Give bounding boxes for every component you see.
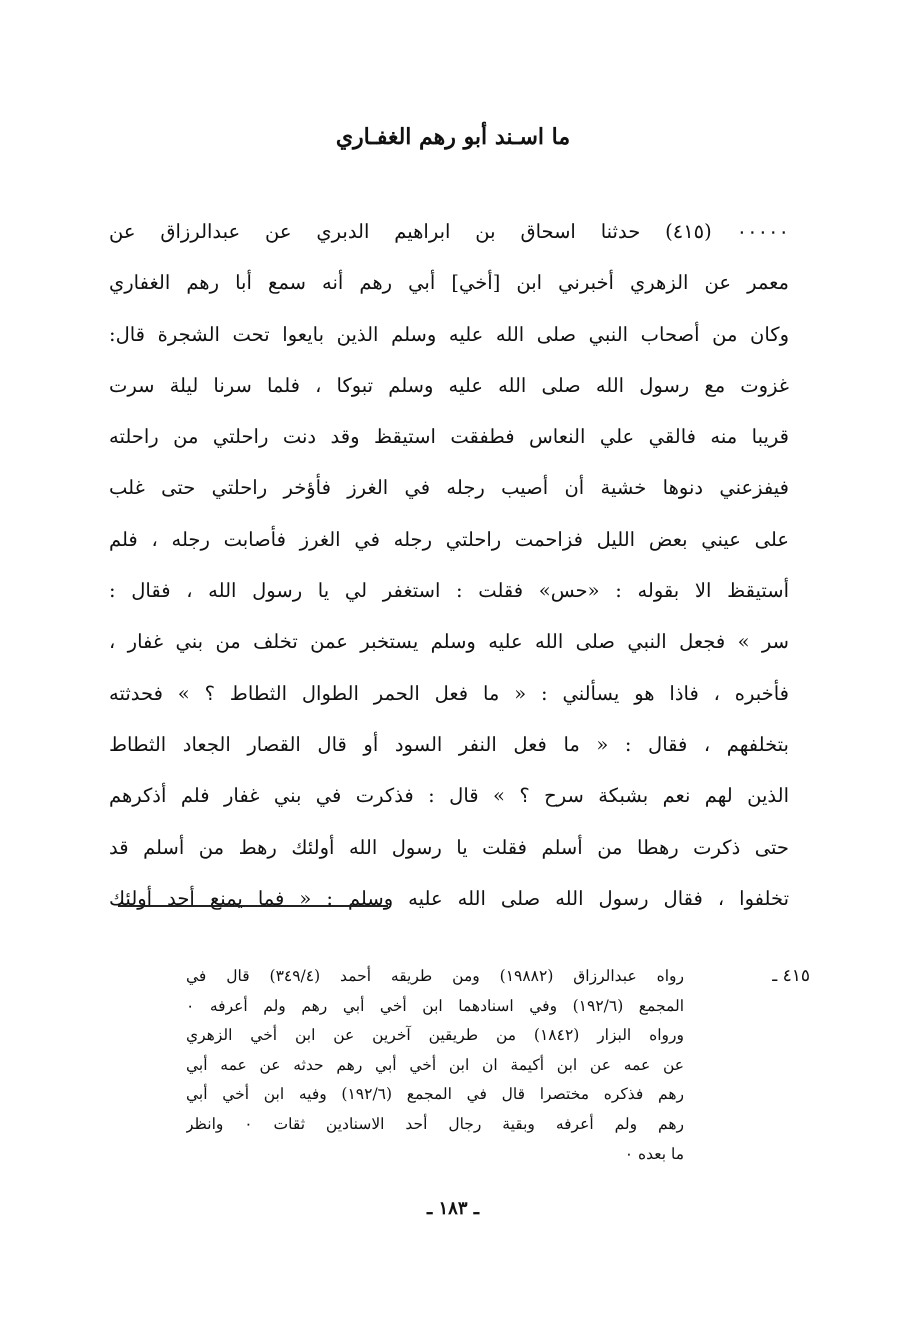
footnote-line: عن عمه عن ابن أكيمة ان ابن أخي أبي رهم حدثه عن عمه أبي <box>186 1055 684 1074</box>
text-line: ٠٠٠٠٠ (٤١٥) حدثنا اسحاق بن ابراهيم الدبري عن عبدالرزاق عن <box>109 220 789 243</box>
chapter-title: ما اسـند أبو رهم الغفـاري <box>335 124 571 150</box>
text-line: تخلفوا ، فقال رسول الله صلى الله عليه وسلم : « فما يمنع أحد أولئك <box>109 886 789 910</box>
footnote-line: ورواه البزار (١٨٤٢) من طريقين آخرين عن ابن أخي الزهري <box>186 1026 684 1045</box>
text-line: سر » فجعل النبي صلى الله عليه وسلم يستخبر عمن تخلف من بني غفار ، <box>109 630 789 654</box>
text-line: بتخلفهم ، فقال : « ما فعل النفر السود أو قال القصار الجعاد الثطاط <box>109 732 789 756</box>
footnote-line: ما بعده ٠ <box>624 1144 684 1163</box>
footnote-line: رواه عبدالرزاق (١٩٨٨٢) ومن طريقه أحمد (٣٤٩/٤) قال في <box>186 967 684 985</box>
footnote-number: ٤١٥ ـ <box>772 966 810 986</box>
footnote-divider <box>118 905 388 907</box>
text-line: الذين لهم نعم بشبكة سرح ؟ » قال : فذكرت في بني غفار فلم أذكرهم <box>109 784 789 808</box>
page-number: ـ ١٨٣ ـ <box>426 1198 480 1219</box>
text-line: وكان من أصحاب النبي صلى الله عليه وسلم الذين بايعوا تحت الشجرة قال: <box>109 322 789 346</box>
text-line: غزوت مع رسول الله صلى الله عليه وسلم تبوكا ، فلما سرنا ليلة سرت <box>109 373 789 397</box>
text-line: قريبا منه فالقي علي النعاس فطفقت استيقظ وقد دنت راحلتي من راحلته <box>109 425 789 449</box>
footnote <box>186 962 684 1169</box>
hadith-text <box>109 212 789 930</box>
text-line: فيفزعني دنوها خشية أن أصيب رجله في الغرز فأؤخر راحلتي حتى غلب <box>109 476 789 500</box>
footnote-line: رهم ولم أعرفه وبقية رجال أحد الاسنادين ثقات ٠ وانظر <box>186 1114 684 1133</box>
text-line: فأخبره ، فاذا هو يسألني : « ما فعل الحمر الطوال الثطاط ؟ » فحدثته <box>109 681 789 705</box>
footnote-line: رهم فذكره مختصرا قال في المجمع (١٩٢/٦) وفيه ابن أخي أبي <box>186 1085 684 1104</box>
text-line: حتى ذكرت رهطا من أسلم فقلت يا رسول الله أولئك رهط من أسلم قد <box>109 835 789 859</box>
text-line: أستيقظ الا بقوله : «حس» فقلت : استغفر لي يا رسول الله ، فقال : <box>109 579 789 603</box>
footnote-line: المجمع (١٩٢/٦) وفي اسنادهما ابن أخي أبي رهم ولم أعرفه ٠ <box>186 996 684 1015</box>
text-line: على عيني بعض الليل فزاحمت راحلتي رجله في الغرز فأصابت رجله ، فلم <box>109 527 789 551</box>
text-line: معمر عن الزهري أخبرني ابن [أخي] أبي رهم أنه سمع أبا رهم الغفاري <box>109 271 789 295</box>
